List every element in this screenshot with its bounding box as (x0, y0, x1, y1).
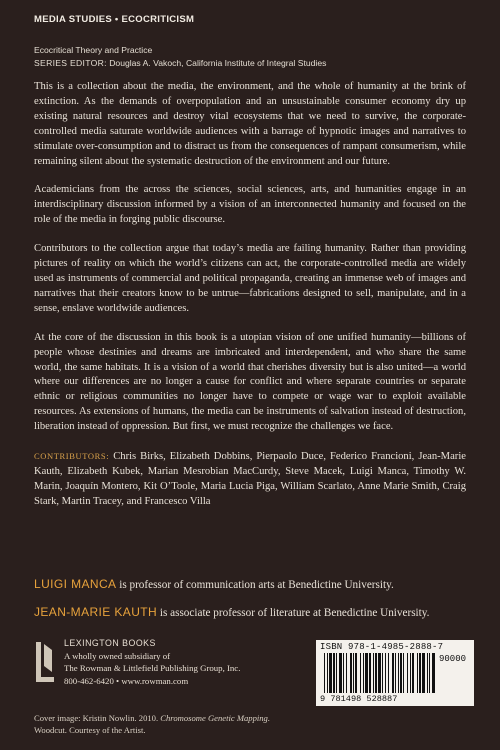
paragraph-3: Contributors to the collection argue that today’s media are failing humanity. Rather than providing pictures of reality on which the world’s citizens can act, the corporate-controlled media are widely used as instruments of commercial and political propaganda, creating an immense web of images and narratives that their creators know to be untrue—fabrications designed to sell, manipulate, and in a sense, enslave worldwide audiences. (34, 243, 466, 314)
barcode-bar (336, 653, 337, 693)
contributors-paragraph (34, 449, 466, 510)
barcode-bar (417, 653, 418, 693)
barcode-bar (375, 653, 377, 693)
series-title: Ecocritical Theory and Practice (34, 45, 153, 55)
series-editor-name: Douglas A. Vakoch, California Institute of Integral Studies (109, 58, 327, 68)
publisher-line-1: A wholly owned subsidiary of (64, 650, 171, 661)
barcode-bar (395, 653, 396, 693)
cover-credit-line-1 (34, 712, 270, 724)
barcode-bar (385, 653, 386, 693)
isbn-barcode (316, 640, 474, 706)
author-bio-1 (34, 577, 474, 591)
barcode-bar (324, 653, 325, 693)
publisher-line-2: The Rowman & Littlefield Publishing Group, Inc. (64, 663, 241, 674)
barcode-bar (329, 653, 332, 693)
series-header (34, 14, 474, 68)
barcode-bar (432, 653, 435, 693)
barcode-bar (429, 653, 430, 693)
author-name-2: JEAN-MARIE KAUTH (34, 605, 158, 619)
barcode-bar (365, 653, 368, 693)
series-editor (34, 58, 474, 68)
barcode-bars (324, 653, 436, 693)
publisher-text (64, 637, 240, 687)
barcode-bar (363, 653, 364, 693)
barcode-bar (339, 653, 342, 693)
barcode-bar (343, 653, 344, 693)
contributors-label: CONTRIBUTORS: (34, 451, 110, 462)
barcode-bar (407, 653, 408, 693)
price-code: 90000 (439, 654, 467, 664)
description-body (34, 80, 466, 524)
author-bio-text-2: is associate professor of literature at Benedictine University. (157, 607, 430, 619)
barcode-bar (422, 653, 425, 693)
publisher-name: LEXINGTON BOOKS (64, 638, 156, 648)
series-line: MEDIA STUDIES • ECOCRITICISM (34, 14, 195, 25)
barcode-bar (382, 653, 383, 693)
paragraph-4: At the core of the discussion in this book is a utopian vision of one unified humanity—billions of people whose destinies and dreams are imbricated and interdependent, and who share the same world, the same habitats. It is a vision of a world that cherishes diversity but is also united—a world where our differences are no longer a cause for conflict and where separate countries or separate ethnic or religious communities no longer have to compete or wage war to exploit available resources. As extensions of humans, the media can be instruments of salvation instead of destruction, liberation instead of oppression. But first, we must recognize the challenges we face. (34, 331, 466, 433)
cover-artwork-title: Chromosome Genetic Mapping. (160, 713, 270, 723)
barcode-bar (392, 653, 394, 693)
publisher-line-3: 800-462-6420 • www.rowman.com (64, 675, 189, 686)
barcode-bar (355, 653, 357, 693)
barcode-bar (427, 653, 428, 693)
barcode-bar (410, 653, 411, 693)
barcode-bar (398, 653, 399, 693)
paragraph-1: This is a collection about the media, the environment, and the whole of humanity at the brink of extinction. As the demands of overpopulation and an unsustainable consumer economy dry up existing natural resources and destroy vital ecosystems that we need to survive, the corporate-controlled media saturate worldwide audiences with a barrage of hypnotic images and narratives to stimulate over-consumption and to distract us from the consequences of rampant consumerism, while remaining silent about the systematic destruction of the environment and our future. (34, 81, 466, 167)
lexington-books-logo-icon (34, 640, 56, 684)
cover-credit-prefix: Cover image: Kristin Nowlin. 2010. (34, 713, 161, 723)
barcode-bar (346, 653, 347, 693)
barcode-bar (353, 653, 354, 693)
contributors-list: Chris Birks, Elizabeth Dobbins, Pierpaolo Duce, Federico Francioni, Jean-Marie Kauth, Elizabeth Kubek, Marian Mesrobian MacCurdy, Steve Macek, Luigi Manca, Timothy W. Marin, Joaquín Montero, Kit O’Toole, Maria Lucia Piga, William Scarlato, Anne Marie Smith, Craig Stark, Martin Tracey, and Francesco Villa (34, 451, 466, 507)
barcode-bar (388, 653, 389, 693)
cover-credit (34, 712, 270, 736)
barcode-bar (373, 653, 374, 693)
author-bio-text-1: is professor of communication arts at Benedictine University. (116, 579, 394, 591)
barcode-number: 9 781498 528887 (320, 694, 398, 704)
author-name-1: LUIGI MANCA (34, 577, 117, 591)
cover-credit-line-2: Woodcut. Courtesy of the Artist. (34, 725, 146, 735)
series-editor-label: SERIES EDITOR: (34, 58, 107, 68)
barcode-bar (369, 653, 371, 693)
barcode-bar (403, 653, 404, 693)
barcode-bar (327, 653, 328, 693)
barcode-bar (419, 653, 421, 693)
barcode-bar (360, 653, 361, 693)
barcode-bar (378, 653, 381, 693)
barcode-bar (333, 653, 335, 693)
paragraph-2: Academicians from the across the sciences, social sciences, arts, and humanities engage in an interdisciplinary discussion informed by a vision of an interconnected humanity and focused on the role of the media in forging public discourse. (34, 184, 466, 226)
barcode-bar (400, 653, 402, 693)
barcode-bar (350, 653, 352, 693)
isbn-text: ISBN 978-1-4985-2888-7 (320, 642, 444, 652)
author-bio-2 (34, 605, 474, 619)
barcode-bar (412, 653, 414, 693)
